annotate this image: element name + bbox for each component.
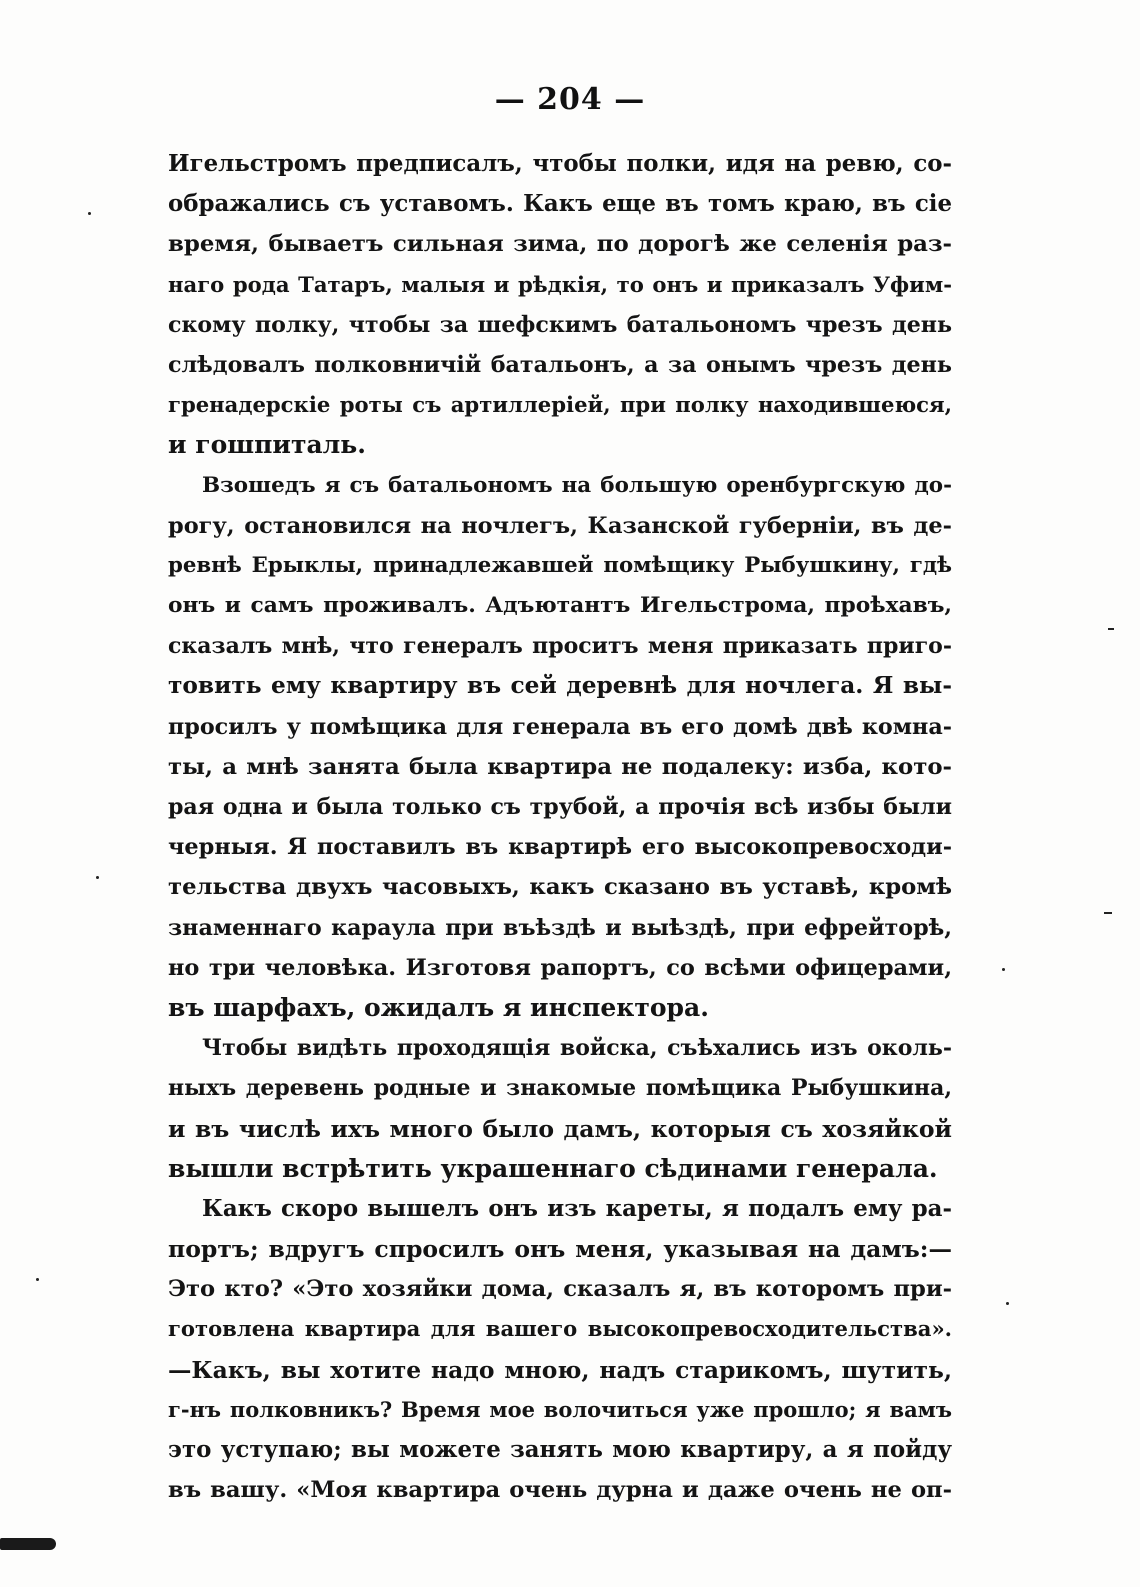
paragraph-4: [168, 1189, 952, 1511]
paragraph-3: [168, 1028, 952, 1189]
body-text: [168, 144, 952, 1510]
paragraph-1: [168, 144, 952, 466]
text-line: Игельстромъ предписалъ, чтобы полки, идя на ревю, со-: [168, 151, 952, 177]
text-line: Чтобы видѣть проходящія войска, съѣхались изъ околь-: [202, 1035, 952, 1062]
text-line: слѣдовалъ полковничій батальонъ, а за онымъ чрезъ день: [168, 351, 952, 378]
text-line: ты, а мнѣ занята была квартира не подалеку: изба, кото-: [168, 753, 952, 780]
text-line: время, бываетъ сильная зима, по дорогѣ же селенія раз-: [168, 231, 952, 258]
text-line: гренадерскіе роты съ артиллеріей, при полку находившеюся,: [168, 392, 952, 418]
scan-speck: [1006, 1302, 1009, 1305]
text-line: Какъ скоро вышелъ онъ изъ кареты, я подалъ ему ра-: [202, 1194, 952, 1222]
text-line: г-нъ полковникъ? Время мое волочиться уже прошло; я вамъ: [168, 1396, 952, 1422]
text-line: знаменнаго караула при въѣздѣ и выѣздѣ, при ефрейторѣ,: [168, 914, 952, 941]
text-line: ображались съ уставомъ. Какъ еще въ томъ краю, въ сіе: [168, 191, 952, 218]
text-line: сказалъ мнѣ, что генералъ проситъ меня приказать приго-: [168, 633, 952, 660]
text-line: портъ; вдругъ спросилъ онъ меня, указывая на дамъ:—: [168, 1235, 952, 1264]
scan-speck: [36, 1278, 39, 1281]
scan-speck: [1002, 968, 1005, 971]
text-line: и въ числѣ ихъ много было дамъ, которыя съ хозяйкой: [168, 1114, 952, 1143]
text-line: наго рода Татаръ, малыя и рѣдкія, то онъ и приказалъ Уфим-: [168, 271, 952, 297]
text-line: готовлена квартира для вашего высокопревосходительства».: [168, 1316, 952, 1342]
text-line: и гошпиталь.: [168, 430, 366, 460]
text-line: рогу, остановился на ночлегъ, Казанской губерніи, въ де-: [168, 512, 952, 539]
text-line: товить ему квартиру въ сей деревнѣ для ночлега. Я вы-: [168, 672, 952, 700]
text-line: тельства двухъ часовыхъ, какъ сказано въ уставѣ, кромѣ: [168, 874, 952, 901]
text-line: ревнѣ Ерыклы, принадлежавшей помѣщику Рыбушкину, гдѣ: [168, 552, 952, 578]
text-line: въ вашу. «Моя квартира очень дурна и даже очень не оп-: [168, 1477, 952, 1504]
scan-speck: [88, 212, 91, 215]
scan-speck: [1104, 912, 1112, 914]
text-line: онъ и самъ проживалъ. Адъютантъ Игельстрома, проѣхавъ,: [168, 593, 952, 619]
scan-speck: [1108, 628, 1114, 630]
scan-edge-smudge: [0, 1538, 56, 1550]
text-line: это уступаю; вы можете занять мою квартиру, а я пойду: [168, 1436, 952, 1463]
text-line: —Какъ, вы хотите надо мною, надъ старикомъ, шутить,: [168, 1355, 952, 1384]
text-line: вышли встрѣтить украшеннаго сѣдинами генерала.: [168, 1153, 938, 1183]
text-line: Это кто? «Это хозяйки дома, сказалъ я, въ которомъ при-: [168, 1276, 952, 1303]
text-line: черныя. Я поставилъ въ квартирѣ его высокопревосходи-: [168, 834, 952, 861]
text-line: Взошедъ я съ батальономъ на большую оренбургскую до-: [202, 472, 952, 498]
text-line: рая одна и была только съ трубой, а прочія всѣ избы были: [168, 794, 952, 820]
text-line: ныхъ деревень родные и знакомые помѣщика Рыбушкина,: [168, 1075, 952, 1102]
text-line: просилъ у помѣщика для генерала въ его домѣ двѣ комна-: [168, 713, 952, 740]
text-line: въ шарфахъ, ожидалъ я инспектора.: [168, 992, 709, 1022]
text-line: но три человѣка. Изготовя рапортъ, со всѣми офицерами,: [168, 954, 952, 981]
text-line: скому полку, чтобы за шефскимъ батальономъ чрезъ день: [168, 311, 952, 338]
paragraph-2: [168, 466, 952, 1029]
page-number: — 204 —: [494, 82, 646, 117]
scan-speck: [96, 876, 99, 879]
